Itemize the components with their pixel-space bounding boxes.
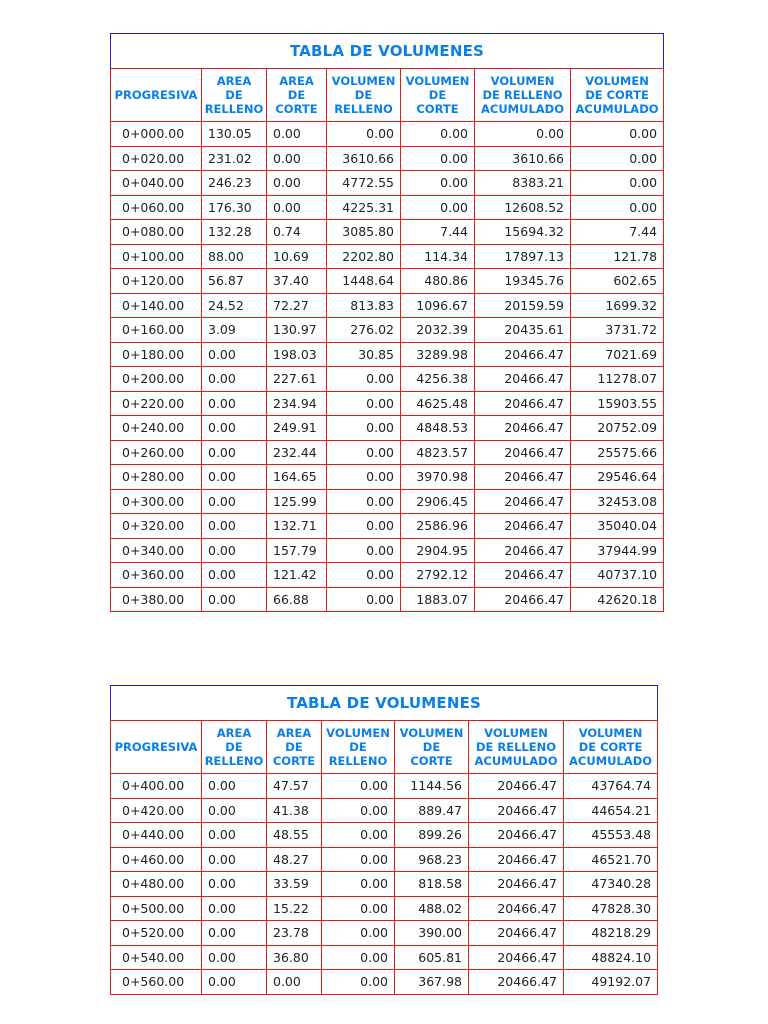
table-cell: 0.00 <box>202 587 267 612</box>
table-row <box>111 921 658 946</box>
table-cell: 20466.47 <box>475 367 571 392</box>
table-cell: 23.78 <box>267 921 322 946</box>
table-cell: 1144.56 <box>395 774 469 799</box>
table-row <box>111 440 664 465</box>
table-cell: 276.02 <box>327 318 401 343</box>
table-cell: 0.00 <box>327 587 401 612</box>
table-cell: 0.00 <box>202 538 267 563</box>
table-cell: 0+340.00 <box>111 538 202 563</box>
table-cell: 0+220.00 <box>111 391 202 416</box>
table-cell: 20752.09 <box>571 416 664 441</box>
table-cell: 0+300.00 <box>111 489 202 514</box>
table-row <box>111 171 664 196</box>
table-cell: 0.00 <box>322 798 395 823</box>
table-cell: 25575.66 <box>571 440 664 465</box>
table-cell: 605.81 <box>395 945 469 970</box>
table-cell: 480.86 <box>401 269 475 294</box>
table-cell: 3610.66 <box>475 146 571 171</box>
table-cell: 0.00 <box>327 440 401 465</box>
table-cell: 0+420.00 <box>111 798 202 823</box>
table-cell: 48824.10 <box>564 945 658 970</box>
table-cell: 4225.31 <box>327 195 401 220</box>
column-header: VOLUMEN DE RELLENO ACUMULADO <box>469 721 564 774</box>
table-cell: 818.58 <box>395 872 469 897</box>
table-cell: 132.28 <box>202 220 267 245</box>
table-cell: 44654.21 <box>564 798 658 823</box>
table-cell: 0+160.00 <box>111 318 202 343</box>
table-cell: 0.00 <box>571 171 664 196</box>
table-cell: 0.00 <box>202 970 267 995</box>
table-cell: 49192.07 <box>564 970 658 995</box>
table-cell: 35040.04 <box>571 514 664 539</box>
table-cell: 45553.48 <box>564 823 658 848</box>
column-header: AREA DE RELLENO <box>202 69 267 122</box>
table-cell: 36.80 <box>267 945 322 970</box>
table-cell: 3.09 <box>202 318 267 343</box>
table-cell: 4625.48 <box>401 391 475 416</box>
table-cell: 889.47 <box>395 798 469 823</box>
table-cell: 0.00 <box>202 514 267 539</box>
table-cell: 0+260.00 <box>111 440 202 465</box>
table-cell: 3610.66 <box>327 146 401 171</box>
volume-table-2 <box>110 685 658 995</box>
table-cell: 367.98 <box>395 970 469 995</box>
table-cell: 46521.70 <box>564 847 658 872</box>
table-cell: 7.44 <box>571 220 664 245</box>
table-cell: 66.88 <box>267 587 327 612</box>
table-row <box>111 269 664 294</box>
table-cell: 0.00 <box>327 416 401 441</box>
table-cell: 3970.98 <box>401 465 475 490</box>
table-cell: 0.00 <box>327 563 401 588</box>
table-cell: 0+460.00 <box>111 847 202 872</box>
column-header: VOLUMEN DE CORTE <box>401 69 475 122</box>
table-cell: 2032.39 <box>401 318 475 343</box>
table-cell: 15.22 <box>267 896 322 921</box>
table-body <box>111 122 664 612</box>
table-cell: 20466.47 <box>475 342 571 367</box>
table-cell: 0.00 <box>322 921 395 946</box>
volume-table-1 <box>110 33 664 612</box>
table-body <box>111 774 658 995</box>
table-cell: 0.00 <box>327 465 401 490</box>
table-cell: 231.02 <box>202 146 267 171</box>
table-cell: 2202.80 <box>327 244 401 269</box>
table-cell: 0.00 <box>322 872 395 897</box>
table-cell: 20466.47 <box>475 440 571 465</box>
table-title: TABLA DE VOLUMENES <box>111 686 658 721</box>
table-cell: 968.23 <box>395 847 469 872</box>
table-cell: 0.00 <box>401 122 475 147</box>
table-cell: 47340.28 <box>564 872 658 897</box>
table-cell: 0.00 <box>322 945 395 970</box>
column-header: PROGRESIVA <box>111 721 202 774</box>
table-cell: 130.05 <box>202 122 267 147</box>
table-row <box>111 823 658 848</box>
table-cell: 602.65 <box>571 269 664 294</box>
table-row <box>111 416 664 441</box>
table-row <box>111 587 664 612</box>
table-cell: 0+520.00 <box>111 921 202 946</box>
table-row <box>111 847 658 872</box>
table-cell: 0+080.00 <box>111 220 202 245</box>
table-cell: 0.00 <box>202 440 267 465</box>
table-cell: 20466.47 <box>475 538 571 563</box>
table-cell: 0+120.00 <box>111 269 202 294</box>
table-cell: 20466.47 <box>469 921 564 946</box>
table-cell: 0.00 <box>202 823 267 848</box>
table-cell: 0.00 <box>322 896 395 921</box>
table-row <box>111 872 658 897</box>
table-cell: 0.00 <box>202 342 267 367</box>
table-cell: 0.00 <box>322 970 395 995</box>
header-row <box>111 721 658 774</box>
table-cell: 33.59 <box>267 872 322 897</box>
table-row <box>111 970 658 995</box>
table-cell: 30.85 <box>327 342 401 367</box>
table-cell: 7.44 <box>401 220 475 245</box>
table-cell: 0.00 <box>267 146 327 171</box>
table-cell: 20466.47 <box>475 391 571 416</box>
table-row <box>111 342 664 367</box>
table-cell: 20466.47 <box>469 798 564 823</box>
table-cell: 42620.18 <box>571 587 664 612</box>
table-cell: 234.94 <box>267 391 327 416</box>
table-cell: 0.74 <box>267 220 327 245</box>
table-row <box>111 391 664 416</box>
table-cell: 3731.72 <box>571 318 664 343</box>
table-cell: 0+240.00 <box>111 416 202 441</box>
table-row <box>111 896 658 921</box>
table-cell: 232.44 <box>267 440 327 465</box>
table-cell: 20466.47 <box>475 465 571 490</box>
table-cell: 20466.47 <box>469 847 564 872</box>
table-row <box>111 244 664 269</box>
table-cell: 0.00 <box>202 945 267 970</box>
table-cell: 0+500.00 <box>111 896 202 921</box>
table-cell: 0+400.00 <box>111 774 202 799</box>
table-cell: 17897.13 <box>475 244 571 269</box>
table-cell: 72.27 <box>267 293 327 318</box>
table-cell: 4848.53 <box>401 416 475 441</box>
table-title: TABLA DE VOLUMENES <box>111 34 664 69</box>
table-row <box>111 465 664 490</box>
table-cell: 20466.47 <box>469 896 564 921</box>
table-cell: 0+320.00 <box>111 514 202 539</box>
table-cell: 176.30 <box>202 195 267 220</box>
table-cell: 0.00 <box>571 195 664 220</box>
table-cell: 249.91 <box>267 416 327 441</box>
column-header: VOLUMEN DE RELLENO ACUMULADO <box>475 69 571 122</box>
table-cell: 20466.47 <box>475 489 571 514</box>
table-cell: 121.78 <box>571 244 664 269</box>
table-cell: 0+200.00 <box>111 367 202 392</box>
table-cell: 0+020.00 <box>111 146 202 171</box>
table-cell: 0.00 <box>202 774 267 799</box>
table-cell: 0.00 <box>327 514 401 539</box>
table-cell: 164.65 <box>267 465 327 490</box>
table-row <box>111 945 658 970</box>
table-cell: 0.00 <box>202 416 267 441</box>
table-cell: 20466.47 <box>469 872 564 897</box>
table-cell: 43764.74 <box>564 774 658 799</box>
table-cell: 32453.08 <box>571 489 664 514</box>
table-cell: 125.99 <box>267 489 327 514</box>
table-cell: 246.23 <box>202 171 267 196</box>
table-row <box>111 367 664 392</box>
table-cell: 0.00 <box>202 367 267 392</box>
table-cell: 47.57 <box>267 774 322 799</box>
table-cell: 0.00 <box>202 872 267 897</box>
table-cell: 48.27 <box>267 847 322 872</box>
table-cell: 198.03 <box>267 342 327 367</box>
table-cell: 0.00 <box>571 122 664 147</box>
table-cell: 0+140.00 <box>111 293 202 318</box>
table-cell: 37944.99 <box>571 538 664 563</box>
table-cell: 2792.12 <box>401 563 475 588</box>
column-header: VOLUMEN DE CORTE ACUMULADO <box>564 721 658 774</box>
table-cell: 0+540.00 <box>111 945 202 970</box>
table-cell: 0.00 <box>571 146 664 171</box>
table-row <box>111 122 664 147</box>
table-cell: 4256.38 <box>401 367 475 392</box>
table-cell: 0.00 <box>267 171 327 196</box>
table-cell: 20466.47 <box>469 774 564 799</box>
table-cell: 121.42 <box>267 563 327 588</box>
table-cell: 390.00 <box>395 921 469 946</box>
table-cell: 130.97 <box>267 318 327 343</box>
table-cell: 4823.57 <box>401 440 475 465</box>
table-cell: 3289.98 <box>401 342 475 367</box>
table-cell: 20466.47 <box>475 514 571 539</box>
table-cell: 0.00 <box>322 823 395 848</box>
table-row <box>111 195 664 220</box>
table-cell: 0.00 <box>322 847 395 872</box>
table-cell: 0.00 <box>267 122 327 147</box>
table-row <box>111 563 664 588</box>
table-cell: 1096.67 <box>401 293 475 318</box>
table-cell: 20159.59 <box>475 293 571 318</box>
table-cell: 37.40 <box>267 269 327 294</box>
table-cell: 0.00 <box>202 563 267 588</box>
table-cell: 20466.47 <box>469 945 564 970</box>
table-cell: 10.69 <box>267 244 327 269</box>
table-cell: 0.00 <box>401 171 475 196</box>
table-cell: 0+060.00 <box>111 195 202 220</box>
table-cell: 15903.55 <box>571 391 664 416</box>
table-cell: 0+360.00 <box>111 563 202 588</box>
table-cell: 0+440.00 <box>111 823 202 848</box>
table-cell: 4772.55 <box>327 171 401 196</box>
table-cell: 29546.64 <box>571 465 664 490</box>
table-cell: 0+000.00 <box>111 122 202 147</box>
table-cell: 47828.30 <box>564 896 658 921</box>
table-cell: 1699.32 <box>571 293 664 318</box>
column-header: AREA DE CORTE <box>267 721 322 774</box>
table-cell: 813.83 <box>327 293 401 318</box>
column-header: AREA DE RELLENO <box>202 721 267 774</box>
table-cell: 0.00 <box>202 391 267 416</box>
table-row <box>111 146 664 171</box>
table-cell: 0.00 <box>267 970 322 995</box>
table-cell: 0.00 <box>202 847 267 872</box>
column-header: VOLUMEN DE RELLENO <box>327 69 401 122</box>
table-cell: 0+280.00 <box>111 465 202 490</box>
column-header: PROGRESIVA <box>111 69 202 122</box>
table-cell: 0+480.00 <box>111 872 202 897</box>
table-cell: 0+040.00 <box>111 171 202 196</box>
table-cell: 20466.47 <box>475 587 571 612</box>
table-cell: 0+380.00 <box>111 587 202 612</box>
table-cell: 0.00 <box>267 195 327 220</box>
table-cell: 899.26 <box>395 823 469 848</box>
table-cell: 56.87 <box>202 269 267 294</box>
table-cell: 20466.47 <box>469 970 564 995</box>
table-cell: 0.00 <box>327 122 401 147</box>
table-cell: 0.00 <box>202 465 267 490</box>
table-cell: 2904.95 <box>401 538 475 563</box>
table-cell: 0.00 <box>202 798 267 823</box>
table-cell: 20466.47 <box>469 823 564 848</box>
table-cell: 114.34 <box>401 244 475 269</box>
header-row <box>111 69 664 122</box>
table-cell: 40737.10 <box>571 563 664 588</box>
table-row <box>111 798 658 823</box>
table-cell: 3085.80 <box>327 220 401 245</box>
table-cell: 1448.64 <box>327 269 401 294</box>
table-cell: 0.00 <box>401 195 475 220</box>
table-row <box>111 293 664 318</box>
column-header: AREA DE CORTE <box>267 69 327 122</box>
table-cell: 12608.52 <box>475 195 571 220</box>
table-cell: 0.00 <box>202 921 267 946</box>
table-row <box>111 318 664 343</box>
table-cell: 0.00 <box>327 367 401 392</box>
table-cell: 48218.29 <box>564 921 658 946</box>
table-cell: 0.00 <box>322 774 395 799</box>
table-cell: 132.71 <box>267 514 327 539</box>
table-row <box>111 774 658 799</box>
table-cell: 0.00 <box>327 538 401 563</box>
table-row <box>111 220 664 245</box>
table-cell: 0+100.00 <box>111 244 202 269</box>
table-cell: 227.61 <box>267 367 327 392</box>
table-cell: 488.02 <box>395 896 469 921</box>
table-cell: 157.79 <box>267 538 327 563</box>
table-row <box>111 514 664 539</box>
table-cell: 0.00 <box>327 489 401 514</box>
table-cell: 0.00 <box>475 122 571 147</box>
table-cell: 20435.61 <box>475 318 571 343</box>
table-cell: 11278.07 <box>571 367 664 392</box>
column-header: VOLUMEN DE RELLENO <box>322 721 395 774</box>
table-cell: 41.38 <box>267 798 322 823</box>
table-row <box>111 489 664 514</box>
table-cell: 19345.76 <box>475 269 571 294</box>
table-cell: 0.00 <box>202 896 267 921</box>
table-cell: 1883.07 <box>401 587 475 612</box>
table-row <box>111 538 664 563</box>
table-cell: 0.00 <box>327 391 401 416</box>
table-cell: 2906.45 <box>401 489 475 514</box>
table-cell: 24.52 <box>202 293 267 318</box>
table-cell: 0.00 <box>401 146 475 171</box>
table-cell: 88.00 <box>202 244 267 269</box>
table-cell: 2586.96 <box>401 514 475 539</box>
table-cell: 8383.21 <box>475 171 571 196</box>
table-cell: 20466.47 <box>475 416 571 441</box>
table-cell: 0.00 <box>202 489 267 514</box>
column-header: VOLUMEN DE CORTE <box>395 721 469 774</box>
table-cell: 0+180.00 <box>111 342 202 367</box>
column-header: VOLUMEN DE CORTE ACUMULADO <box>571 69 664 122</box>
table-cell: 0+560.00 <box>111 970 202 995</box>
table-cell: 15694.32 <box>475 220 571 245</box>
table-cell: 20466.47 <box>475 563 571 588</box>
table-cell: 7021.69 <box>571 342 664 367</box>
table-cell: 48.55 <box>267 823 322 848</box>
